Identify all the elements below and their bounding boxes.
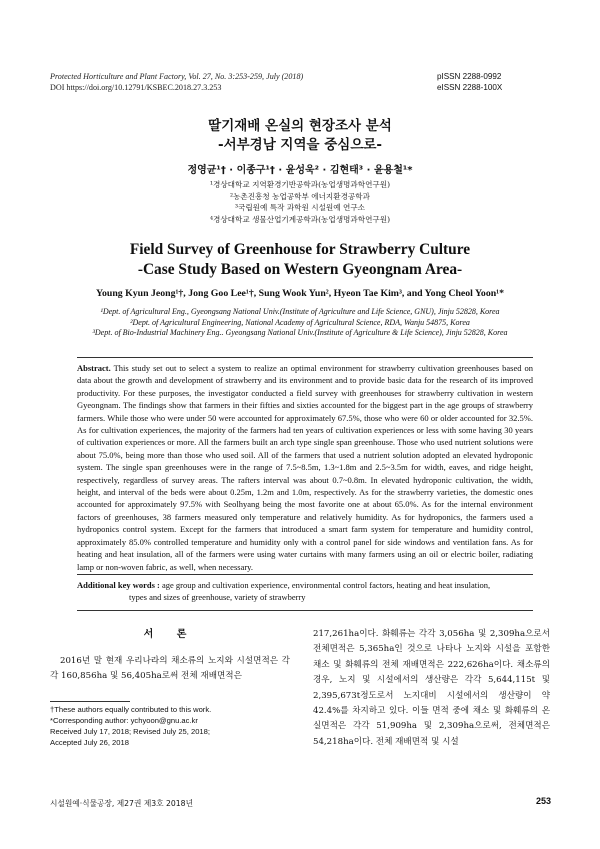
keywords-bottom-rule xyxy=(77,610,533,611)
korean-title xyxy=(0,117,600,155)
journal-reference: Protected Horticulture and Plant Factory, Vol. 27, No. 3:253-259, July (2018) xyxy=(50,72,304,81)
korean-affil-4: ⁴경상대학교 생물산업기계공학과(농업생명과학연구원) xyxy=(209,214,391,224)
keywords xyxy=(77,579,533,603)
body-left-column: 2016년 말 현재 우리나라의 채소류의 노지와 시설면적은 각각 160,856ha 및 56,405ha로써 전체 재배면적은 xyxy=(50,656,290,682)
footnote-corresponding: *Corresponding author: ychyoon@gnu.ac.kr xyxy=(50,716,198,725)
english-affil-3: ³Dept. of Bio-Industrial Machinery Eng.. Gyeongsang National Univ.(Institute of Agriculture & Life Science), Jinju 52828, Korea xyxy=(92,328,508,338)
korean-title-line2: -서부경남 지역을 중심으로- xyxy=(217,137,383,153)
abstract xyxy=(77,362,533,573)
english-affiliations xyxy=(0,307,600,339)
footer-journal: 시설원예·식물공장, 제27권 제3호 2018년 xyxy=(50,799,193,808)
footnote-accepted: Accepted July 26, 2018 xyxy=(50,738,129,747)
korean-affiliations xyxy=(0,179,600,225)
abstract-text: This study set out to select a system to realize an optimal environment for strawberry cultivation greenhouses based on data about the growth and development of strawberry and its environment and to provide basic data for the research of its improved productivity. For these purposes, the investigator conducted a field survey with greenhouses for strawberry cultivation in western Gyeongnam. The findings show that farmers in their fifties and sixties accounted for the biggest part in the age groups of strawberry farmers. While those who were under 50 were accounted for approximately 67.5%, those who were 60 or older accounted for 32.5%. As for cultivation experiences, the majority of the farmers had ten years of cultivation experiences or less with some having 30 years of cultivation experiences or more. All the farmers built an arch type single span greenhouse. Those who used nutrient solutions were about 75.0%, being more than those who used soil. All of the farmers that used a nutrient solution adopted an elevated hydroponic system. The single span greenhouses were in the range of 7.5~8.5m, 1.3~1.8m and 2.5~3.5m for width, eaves, and ridge height, respectively, regardless of survey areas. The rafters interval was about 0.7~0.8m. In elevated hydroponic cultivation, the width, height, and interval of the beds were about 0.25m, 1.2m and 1.0m, respectively. As for the strawberry varieties, the domestic ones accounted for approximately 97.5% with Seolhyang being the most favorite one at about 65.0%. As for the internal environment factors of greenhouses, 38 farmers measured only temperature and relatively humidity. As for hydroponics, the farmers used a hydroponics control system. Except for the farmers that introduced a smart farm system for temperature and humidity control, approximately 85.0% controlled temperature and humidity only with a control panel for side windows and ventilation fans. As for heating and heat insulation, all of the farmers were using water curtains with many farmers using an oil or electric boiler, radiating lamp or non-woven fabric, as well, when necessary. xyxy=(77,363,533,572)
english-title-line2: -Case Study Based on Western Gyeongnam Area- xyxy=(137,261,463,278)
section-heading-introduction: 서 론 xyxy=(143,629,197,640)
body-right-column: 217,261ha이다. 화훼류는 각각 3,056ha 및 2,309ha으로서 전체면적은 5,365ha인 것으로 나타나 노지와 시설을 포함한 채소 및 화훼류의 전체 재배면적은 222,626ha이다. 채소류의 경우, 노지 및 시설에서의 생산량은 각각 5,644,115t 및 2,395,673t정도로서 노지대비 시설에서의 생산량이 약 42.4%를 차지하고 있다. 이들 면적 중에 채소 및 화훼류의 온실면적은 각각 51,909ha 및 2,309ha으로써, 전체면적은 54,218ha이다. 전체 재배면적 및 시설 xyxy=(313,629,550,747)
footnotes xyxy=(50,704,290,748)
korean-title-line1: 딸기재배 온실의 현장조사 분석 xyxy=(208,118,392,134)
issn-block xyxy=(437,71,549,93)
journal-citation xyxy=(50,71,390,93)
abstract-bottom-rule xyxy=(77,574,533,575)
footnote-rule xyxy=(50,701,130,702)
english-title-line1: Field Survey of Greenhouse for Strawberry Culture xyxy=(129,241,471,258)
footnote-equal-contribution: †These authors equally contributed to this work. xyxy=(50,705,212,714)
english-affil-2: ²Dept. of Agricultural Engineering, National Academy of Agricultural Science, RDA, Wanju 54875, Korea xyxy=(130,317,470,327)
footnote-received: Received July 17, 2018; Revised July 25, 2018; xyxy=(50,727,210,736)
keywords-label: Additional key words : xyxy=(77,580,160,590)
doi-link[interactable]: DOI https://doi.org/10.12791/KSBEC.2018.27.3.253 xyxy=(50,83,222,92)
eissn: eISSN 2288-100X xyxy=(437,83,503,92)
korean-affil-1: ¹경상대학교 지역환경기반공학과(농업생명과학연구원) xyxy=(209,180,391,189)
keywords-line1: age group and cultivation experience, environmental control factors, heating and heat insulation, xyxy=(162,580,491,590)
english-title xyxy=(0,240,600,280)
english-affil-1: ¹Dept. of Agricultural Eng., Gyeongsang National Univ.(Institute of Agriculture and Life Science, GNU), Jinju 52828, Korea xyxy=(100,307,500,316)
abstract-top-rule xyxy=(77,357,533,358)
korean-affil-2: ²농촌진흥청 농업공학부 에너지환경공학과 xyxy=(230,191,370,201)
keywords-line2: types and sizes of greenhouse, variety of strawberry xyxy=(129,592,306,602)
korean-authors: 정영균¹† · 이종구¹† · 윤성욱² · 김현태³ · 윤용철¹* xyxy=(187,165,413,176)
page-number: 253 xyxy=(535,796,551,806)
abstract-label: Abstract. xyxy=(77,363,111,373)
english-authors: Young Kyun Jeong¹†, Jong Goo Lee¹†, Sung Wook Yun², Hyeon Tae Kim³, and Yong Cheol Yoon¹* xyxy=(95,288,505,299)
korean-affil-3: ³국립원예 특작 과학원 시설원예 연구소 xyxy=(234,203,366,213)
pissn: pISSN 2288-0992 xyxy=(437,72,502,81)
